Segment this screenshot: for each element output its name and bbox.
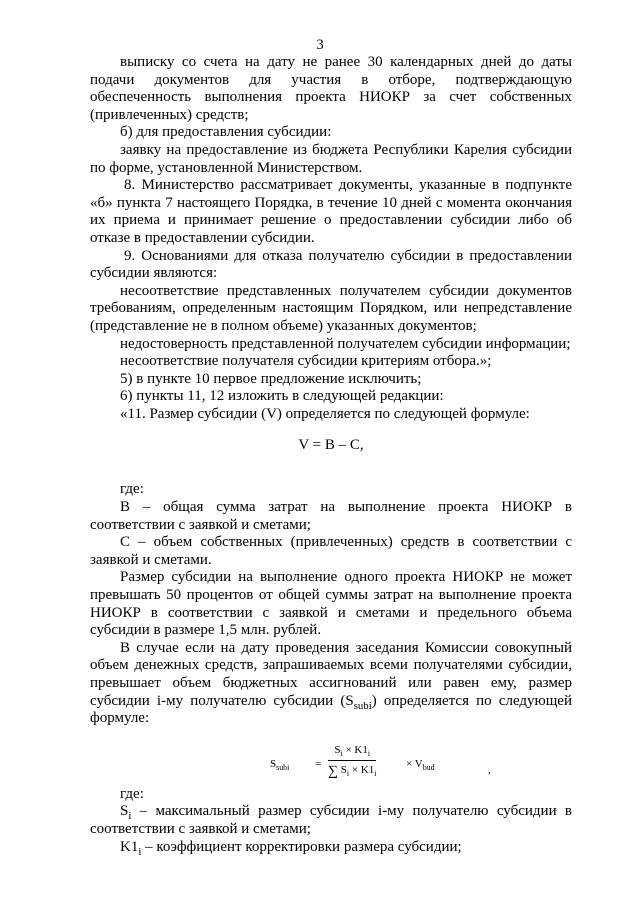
paragraph-reason-criteria: несоответствие получателя субсидии критериям отбора.»;: [120, 353, 492, 370]
formula-lhs-subscript: subi: [276, 762, 290, 772]
numerator-k-subscript: i: [367, 748, 371, 758]
formula-equals: =: [315, 757, 322, 770]
page-number: 3: [316, 37, 324, 53]
numerator-k: × K1: [345, 743, 368, 756]
paragraph-definition-b: B – общая сумма затрат на выполнение проекта НИОКР в соответствии с заявкой и сметами;: [90, 499, 572, 533]
paragraph-definition-k1: [90, 839, 572, 857]
paragraph-bank-statement: выписку со счета на дату не ранее 30 календарных дней до даты подачи документов для участия в отборе, подтверждающую обеспеченность выполнения проекта НИОКР за счет собственных (привлеченных) средств;: [90, 54, 572, 123]
numerator-s: S: [334, 743, 341, 756]
paragraph-where-1: где:: [120, 481, 144, 498]
distribution-text: В случае если на дату проведения заседания Комиссии совокупный объем денежных средств, запрашиваемых всеми получателями субсидии, превышает объем бюджетных ассигнований или равен ему, размер субсидии i-му получателю субсидии (S: [90, 639, 572, 709]
paragraph-clause-8: 8. Министерство рассматривает документы, указанные в подпункте «б» пункта 7 настоящего Порядка, в течение 10 дней с момента окончания их приема и принимает решение о предоставлении субсидии либо об отказе в предоставлении субсидии.: [90, 177, 572, 246]
paragraph-application: заявку на предоставление из бюджета Республики Карелия субсидии по форме, установленной Министерством.: [90, 141, 572, 176]
formula-lhs: [270, 756, 289, 774]
definition-si-symbol: S: [120, 803, 129, 820]
paragraph-subsidy-limit: Размер субсидии на выполнение одного проекта НИОКР не может превышать 50 процентов от общей суммы затрат на выполнение проекта НИОКР в соответствии с заявкой и сметами и предельного объема субсидии в размере 1,5 млн. рублей.: [90, 569, 572, 639]
formula-rhs-subscript: bud: [422, 762, 435, 772]
sum-symbol: ∑: [328, 764, 338, 780]
definition-k1-subscript: i: [138, 845, 142, 858]
paragraph-distribution-case: [90, 640, 572, 728]
paragraph-clause-11: «11. Размер субсидии (V) определяется по следующей формуле:: [120, 405, 530, 422]
denominator-s-subscript: i: [346, 769, 350, 779]
document-body: [90, 54, 572, 856]
formula-proportional-subsidy: [90, 728, 572, 786]
numerator-s-subscript: i: [340, 748, 343, 758]
paragraph-item-b: б) для предоставления субсидии:: [120, 124, 332, 141]
definition-k1-symbol: K1: [120, 838, 139, 855]
distribution-text-end: ) определяется по следующей формуле:: [90, 692, 572, 727]
denominator-k-subscript: i: [374, 769, 377, 779]
formula-comma: ,: [488, 763, 491, 776]
paragraph-amend-5: 5) в пункте 10 первое предложение исключить;: [120, 370, 422, 387]
formula-rhs-v: × V: [406, 757, 423, 770]
denominator-s: S: [340, 764, 347, 777]
definition-k1-text: – коэффициент корректировки размера субсидии;: [141, 838, 462, 855]
formula-rhs: [406, 756, 435, 774]
formula-fraction: [328, 742, 376, 781]
formula-numerator: [328, 742, 376, 762]
paragraph-definition-c: C – объем собственных (привлеченных) средств в соответствии с заявкой и сметами.: [90, 534, 572, 568]
formula-subsidy-amount: V = B – C,: [298, 437, 364, 454]
paragraph-definition-si: [90, 803, 572, 838]
definition-si-subscript: i: [128, 810, 132, 823]
distribution-subscript: subi: [353, 699, 372, 712]
formula-lhs-symbol: S: [270, 757, 277, 770]
paragraph-clause-9: 9. Основаниями для отказа получателю субсидии в предоставлении субсидии являются:: [90, 247, 572, 282]
paragraph-reason-nonconformity: несоответствие представленных получателем субсидии документов требованиям, определенным настоящим Порядком, или непредставление (представление не в полном объеме) указанных документов;: [90, 282, 572, 334]
definition-si-text: – максимальный размер субсидии i-му получателю субсидии в соответствии с заявкой и сметами;: [90, 803, 572, 837]
paragraph-where-2: где:: [120, 785, 144, 802]
paragraph-amend-6: 6) пункты 11, 12 изложить в следующей редакции:: [120, 388, 444, 405]
paragraph-reason-unreliable: недостоверность представленной получателем субсидии информации;: [120, 335, 571, 352]
denominator-k: × K1: [351, 764, 375, 777]
formula-denominator: [328, 761, 376, 781]
